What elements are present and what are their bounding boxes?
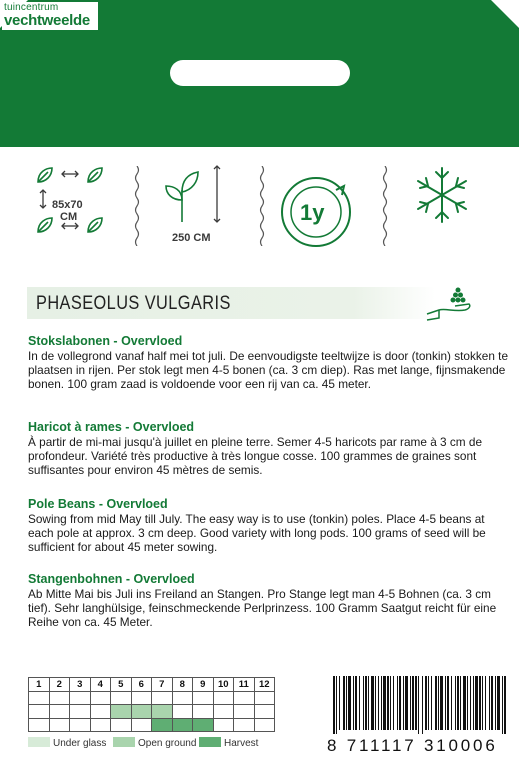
calendar-cell [70, 718, 91, 732]
barcode-bar [504, 676, 506, 734]
calendar-cell [90, 691, 111, 705]
calendar-cell [172, 705, 193, 719]
spacing-icon [30, 160, 110, 270]
legend-label-open-ground: Open ground [138, 738, 197, 749]
calendar-cell [193, 691, 214, 705]
legend-harvest [199, 737, 258, 749]
barcode-bar [445, 676, 446, 730]
calendar-cell [111, 718, 132, 732]
brand-line-1: tuincentrum [4, 2, 59, 13]
calendar-cell [29, 718, 50, 732]
barcode-bar [353, 676, 354, 730]
sowing-calendar [28, 677, 275, 732]
barcode-bar [467, 676, 468, 730]
calendar-cell [172, 691, 193, 705]
section-title-english: Pole Beans - Overvloed [28, 497, 168, 511]
barcode-bar [387, 676, 389, 730]
barcode-bar [333, 676, 335, 734]
barcode-bar [482, 676, 483, 730]
barcode-bar [497, 676, 500, 730]
calendar-month-8: 8 [172, 678, 193, 692]
divider-wavy-2 [258, 166, 266, 246]
plant-height-icon [160, 160, 240, 270]
section-english [28, 497, 508, 555]
barcode-bar [475, 676, 478, 730]
barcode-bar [435, 676, 437, 730]
barcode-bar [381, 676, 382, 730]
barcode-bar [438, 676, 439, 730]
calendar-cell [234, 705, 255, 719]
calendar-cell [70, 691, 91, 705]
calendar-cell [131, 718, 152, 732]
legend-open-ground [113, 737, 196, 749]
calendar-month-12: 12 [254, 678, 275, 692]
barcode-bar [363, 676, 364, 730]
hand-seeds-icon [425, 280, 475, 322]
barcode-bar [378, 676, 379, 730]
barcode-bar [431, 676, 432, 730]
calendar-month-6: 6 [131, 678, 152, 692]
growing-icons-row [0, 160, 519, 280]
spacing-label-bottom: CM [60, 211, 78, 223]
divider-wavy-3 [381, 166, 389, 246]
calendar-cell [29, 705, 50, 719]
calendar-row-harvest [29, 718, 275, 732]
legend-label-harvest: Harvest [224, 738, 259, 749]
barcode-bar [428, 676, 429, 730]
barcode-bar [343, 676, 345, 730]
barcode-bar [479, 676, 481, 730]
barcode-bar [489, 676, 490, 730]
calendar-month-11: 11 [234, 678, 255, 692]
barcode-bar [470, 676, 471, 730]
calendar-cell [193, 718, 214, 732]
calendar-month-3: 3 [70, 678, 91, 692]
calendar-cell [152, 718, 173, 732]
brand-logo [2, 2, 98, 30]
barcode-bar [375, 676, 376, 730]
barcode-bar [422, 676, 423, 734]
calendar-cell [49, 718, 70, 732]
section-title-dutch: Stokslabonen - Overvloed [28, 334, 183, 348]
calendar-cell [213, 705, 234, 719]
section-title-german: Stangenbohnen - Overvloed [28, 572, 195, 586]
calendar-cell [131, 705, 152, 719]
calendar-cell [152, 691, 173, 705]
barcode-bar [399, 676, 401, 730]
barcode-bar [371, 676, 374, 730]
legend-swatch-under-glass [28, 737, 50, 747]
annual-cycle-label: 1y [300, 200, 325, 225]
barcode-bar [418, 676, 419, 734]
legend-swatch-harvest [199, 737, 221, 747]
section-text-english: Sowing from mid May till July. The easy way is to use (tonkin) poles. Place 4-5 beans at each pole at approx. 3 cm deep. Good variety with long pods. 100 grams of seed will be sufficient for about 45 meter sowing. [28, 512, 486, 555]
barcode [331, 676, 509, 736]
barcode-bar [463, 676, 466, 730]
section-text-german: Ab Mitte Mai bis Juli ins Freiland an Stangen. Pro Stange legt man 4-5 Bohnen (ca. 3 cm tief). Sehr langhülsige, feinschmeckende Perlprinzess. 100 Gramm Saatgut reicht für eine Reihe von ca. 45 Meter. [28, 587, 497, 630]
calendar-cell [193, 705, 214, 719]
barcode-bar [425, 676, 427, 730]
calendar-month-5: 5 [111, 678, 132, 692]
plant-height-label: 250 CM [172, 232, 211, 244]
barcode-bar [348, 676, 351, 730]
barcode-bar [485, 676, 486, 730]
calendar-month-7: 7 [152, 678, 173, 692]
calendar-cell [213, 718, 234, 732]
barcode-bar [346, 676, 347, 730]
calendar-cell [90, 705, 111, 719]
header-corner-right [491, 0, 519, 28]
spacing-label-top: 85x70 [52, 199, 83, 211]
calendar-cell [70, 705, 91, 719]
calendar-cell [111, 705, 132, 719]
barcode-bar [365, 676, 367, 730]
barcode-number: 8 711117 310006 [327, 736, 498, 755]
calendar-cell [90, 718, 111, 732]
annual-cycle-icon [278, 160, 354, 270]
calendar-cell [254, 705, 275, 719]
section-title-french: Haricot à rames - Overvloed [28, 420, 195, 434]
calendar-month-10: 10 [213, 678, 234, 692]
barcode-bar [412, 676, 414, 730]
calendar-cell [111, 691, 132, 705]
calendar-cell [131, 691, 152, 705]
divider-wavy-1 [133, 166, 141, 246]
barcode-bar [447, 676, 449, 730]
calendar-cell [172, 718, 193, 732]
calendar-cell [49, 691, 70, 705]
snowflake-icon [412, 160, 472, 270]
hanger-hole [170, 60, 350, 86]
calendar-cell [213, 691, 234, 705]
calendar-cell [254, 718, 275, 732]
barcode-bar [502, 676, 503, 734]
calendar-cell [49, 705, 70, 719]
calendar-row-open-ground [29, 705, 275, 719]
barcode-bar [397, 676, 398, 730]
barcode-bar [495, 676, 496, 730]
header-band [0, 0, 519, 147]
barcode-bar [451, 676, 452, 730]
calendar-month-9: 9 [193, 678, 214, 692]
barcode-bar [336, 676, 337, 734]
legend-under-glass [28, 737, 106, 749]
barcode-bar [393, 676, 394, 730]
latin-name: PHASEOLUS VULGARIS [36, 293, 231, 314]
barcode-bar [415, 676, 417, 730]
barcode-bar [405, 676, 408, 730]
calendar-cell [152, 705, 173, 719]
calendar-month-4: 4 [90, 678, 111, 692]
legend-label-under-glass: Under glass [53, 738, 107, 749]
barcode-bar [368, 676, 369, 730]
calendar-cell [234, 691, 255, 705]
barcode-bar [359, 676, 360, 730]
section-text-french: À partir de mi-mai jusqu'à juillet en pleine terre. Semer 4-5 haricots par rame à 3 cm de profondeur. Variété très productive à très longue cosse. 100 grammes de graines sont suffisantes pour environ 45 mètres de semis. [28, 435, 483, 478]
barcode-bar [403, 676, 404, 730]
calendar-cell [234, 718, 255, 732]
section-text-dutch: In de vollegrond vanaf half mei tot juli. De eenvoudigste teeltwijze is door (tonkin) stokken te plaatsen in rijen. Per stok legt men 4-5 bonen (ca. 3 cm diep). Ras met lange, fijnsmakende bonen. 100 gram zaad is voldoende voor een rij van ca. 45 meter. [28, 349, 509, 392]
calendar-month-1: 1 [29, 678, 50, 692]
legend-swatch-open-ground [113, 737, 135, 747]
barcode-bar [491, 676, 493, 730]
barcode-bar [355, 676, 357, 730]
section-german [28, 572, 508, 630]
section-dutch [28, 334, 508, 392]
calendar-cell [254, 691, 275, 705]
calendar-cell [29, 691, 50, 705]
calendar-row-under-glass [29, 691, 275, 705]
calendar-month-2: 2 [49, 678, 70, 692]
brand-line-2: vechtweelde [4, 12, 90, 29]
barcode-bar [410, 676, 411, 730]
barcode-bar [383, 676, 386, 730]
barcode-bar [473, 676, 474, 730]
barcode-bar [390, 676, 391, 730]
barcode-bar [457, 676, 459, 730]
barcode-bar [440, 676, 443, 730]
section-french [28, 420, 508, 478]
barcode-bar [339, 676, 340, 730]
barcode-bar [460, 676, 461, 730]
barcode-bar [455, 676, 456, 730]
